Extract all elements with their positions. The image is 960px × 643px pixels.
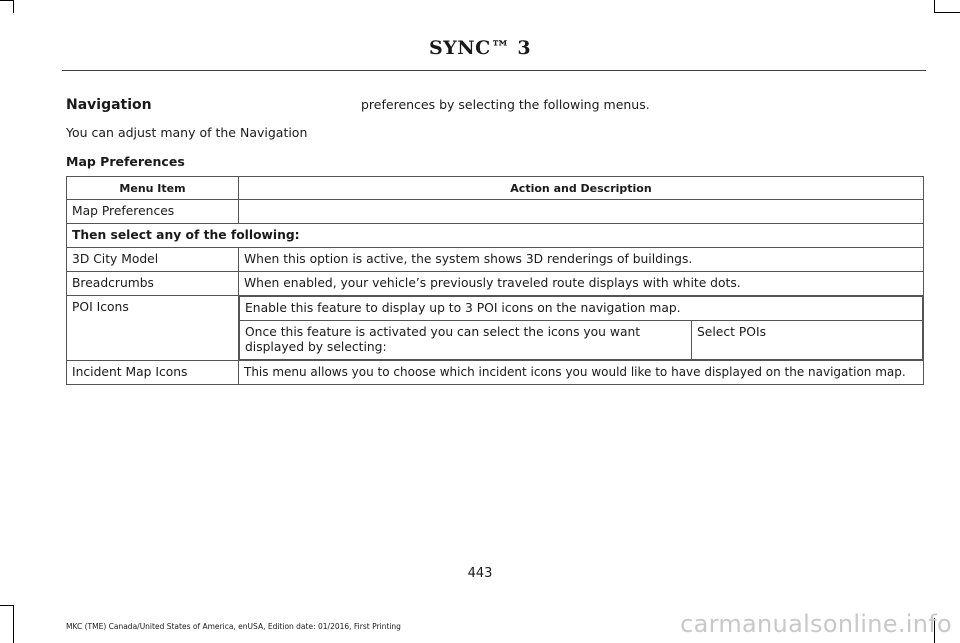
poi-sub-table: [239, 296, 923, 360]
section-title: Navigation: [66, 97, 152, 113]
intro-text-right: preferences by selecting the following menus.: [361, 97, 650, 112]
intro-text-left: You can adjust many of the Navigation: [66, 125, 308, 140]
sub-action-cell: Select POIs: [692, 321, 923, 360]
menu-item-cell: Map Preferences: [67, 200, 239, 224]
column-header-action: Action and Description: [239, 177, 924, 200]
table-row: [67, 248, 924, 272]
action-cell: This menu allows you to choose which incident icons you would like to have displayed on the navigation map.: [239, 361, 924, 385]
subsection-title: Map Preferences: [66, 154, 185, 169]
footer-edition: MKC (TME) Canada/United States of America, enUSA, Edition date: 01/2016, First Printing: [66, 622, 401, 631]
table-row: [67, 224, 924, 248]
menu-item-cell: Breadcrumbs: [67, 272, 239, 296]
column-header-menu-item: Menu Item: [67, 177, 239, 200]
crop-mark: [13, 0, 14, 13]
action-cell-split: [239, 296, 924, 361]
table-row: [67, 296, 924, 361]
crop-mark: [0, 0, 13, 1]
header-rule: [62, 70, 926, 71]
action-cell: When this option is active, the system shows 3D renderings of buildings.: [239, 248, 924, 272]
table-header-row: [67, 177, 924, 200]
action-cell: Enable this feature to display up to 3 POI icons on the navigation map.: [240, 297, 923, 321]
sub-description-cell: Once this feature is activated you can select the icons you want displayed by selecting:: [240, 321, 692, 360]
page-number: 443: [467, 566, 493, 581]
table-row: [67, 200, 924, 224]
menu-item-cell: 3D City Model: [67, 248, 239, 272]
action-cell: [239, 200, 924, 224]
crop-mark: [13, 605, 14, 643]
running-head-title: SYNC™ 3: [428, 37, 532, 59]
crop-mark: [0, 605, 13, 606]
table-row: [67, 361, 924, 385]
table-row: [67, 272, 924, 296]
watermark-logo: carmanualsonline.info: [680, 610, 952, 638]
menu-item-cell: POI Icons: [67, 296, 239, 361]
action-cell: When enabled, your vehicle’s previously traveled route displays with white dots.: [239, 272, 924, 296]
map-preferences-table: [66, 176, 924, 385]
menu-item-cell: Incident Map Icons: [67, 361, 239, 385]
instruction-cell: Then select any of the following:: [67, 224, 924, 248]
crop-mark: [935, 12, 960, 13]
